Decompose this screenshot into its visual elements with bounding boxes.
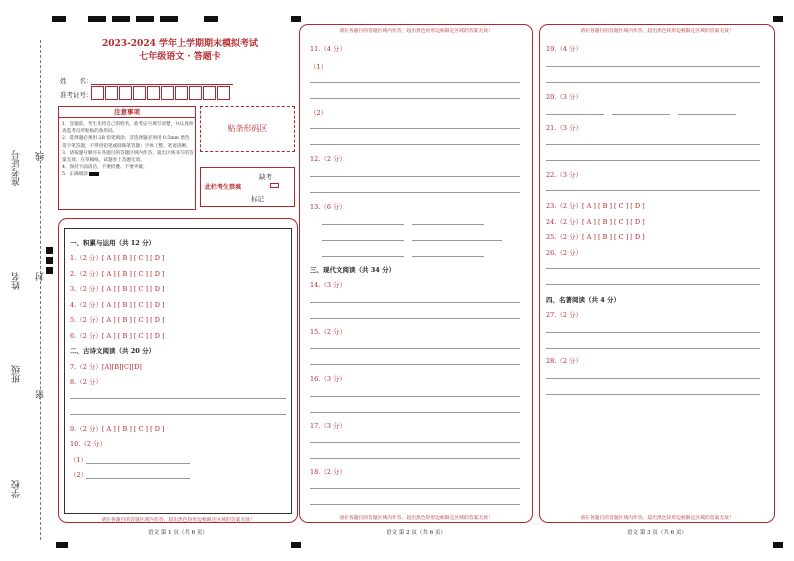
section-4-heading: 四、名著阅读（共 4 分）: [546, 296, 621, 304]
q11-1-label: （1）: [310, 63, 328, 71]
position-mark: [773, 16, 783, 22]
answer-line[interactable]: [546, 160, 760, 161]
q8-label: 8.（2 分）: [70, 378, 102, 386]
notice-item: 3．请按题号顺序在各题目的答题区域内作答，超出区域书写的答案无效；在草稿纸、试题卷上答题无效。: [62, 150, 194, 164]
q25-choice[interactable]: 25.（2 分）[ A ] [ B ] [ C ] [ D ]: [546, 233, 645, 241]
side-secret-label: 密: [36, 390, 46, 399]
answer-line[interactable]: [310, 144, 520, 145]
answer-line[interactable]: [310, 128, 520, 129]
notice-heading: 注意事项: [59, 107, 195, 118]
answer-line[interactable]: [546, 394, 760, 395]
q7-choice[interactable]: 7.（2 分）[A][B][C][D]: [70, 363, 142, 371]
answer-line[interactable]: [546, 190, 760, 191]
position-mark: [160, 16, 178, 22]
side-name-label: 姓名: [12, 272, 22, 290]
answer-line[interactable]: [310, 364, 520, 365]
q18-label: 18.（2 分）: [310, 468, 347, 476]
position-mark: [88, 16, 106, 22]
side-class-label: 班级: [12, 365, 22, 383]
answer-line[interactable]: [86, 463, 190, 464]
answer-line[interactable]: [546, 268, 760, 269]
position-mark: [46, 247, 53, 254]
side-line-label: 线: [36, 152, 46, 161]
q11-label: 11.（4 分）: [310, 45, 347, 53]
exam-title: 2023-2024 学年上学期期末模拟考试: [102, 39, 258, 49]
answer-line[interactable]: [546, 66, 760, 67]
q5-choice[interactable]: 5.（2 分）[ A ] [ B ] [ C ] [ D ]: [70, 316, 165, 324]
position-mark: [112, 16, 130, 22]
exam-no-boxes[interactable]: [91, 86, 231, 100]
notice-item: 4．保持卡面清洁，不要折叠、不要弄破。: [62, 165, 148, 171]
answer-line[interactable]: [310, 318, 520, 319]
notice-body: [62, 121, 194, 179]
answer-line[interactable]: [612, 114, 670, 115]
q10-2-label: （2）: [70, 471, 88, 479]
q3-choice[interactable]: 3.（2 分）[ A ] [ B ] [ C ] [ D ]: [70, 285, 165, 293]
q6-choice[interactable]: 6.（2 分）[ A ] [ B ] [ C ] [ D ]: [70, 332, 165, 340]
answer-line[interactable]: [322, 256, 404, 257]
notice-item: 1．答题前，考生先将自己的姓名，准考证号填写清楚，并认真检查监考员所粘贴的条形码。: [62, 122, 194, 135]
q15-label: 15.（2 分）: [310, 328, 347, 336]
q2-choice[interactable]: 2.（2 分）[ A ] [ B ] [ C ] [ D ]: [70, 270, 165, 278]
binding-line: [40, 40, 41, 540]
q27-label: 27.（2 分）: [546, 311, 583, 319]
q9-choice[interactable]: 9.（2 分）[ A ] [ B ] [ C ] [ D ]: [70, 425, 165, 433]
filled-sample-icon: [89, 172, 99, 176]
position-mark: [204, 16, 218, 22]
answer-line[interactable]: [546, 144, 760, 145]
answer-line[interactable]: [546, 114, 604, 115]
q1-choice[interactable]: 1.（2 分）[ A ] [ B ] [ C ] [ D ]: [70, 254, 165, 262]
q4-choice[interactable]: 4.（2 分）[ A ] [ B ] [ C ] [ D ]: [70, 301, 165, 309]
page-footer: 语文 第 1 页（共 6 页）: [148, 530, 208, 536]
position-mark: [56, 542, 68, 548]
answer-line[interactable]: [86, 478, 190, 479]
answer-line[interactable]: [310, 98, 520, 99]
exam-subtitle: 七年级语文 · 答题卡: [139, 52, 221, 62]
barcode-area: 贴条形码区: [200, 106, 295, 152]
notice-item: 2．选择题必须用 2B 铅笔填涂；非选择题必须用 0.5mm 黑色签字笔答题，不得用铅笔或圆珠笔答题；字体工整、笔迹清晰。: [62, 136, 191, 149]
q23-choice[interactable]: 23.（2 分）[ A ] [ B ] [ C ] [ D ]: [546, 202, 645, 210]
q17-label: 17.（3 分）: [310, 422, 347, 430]
answer-line[interactable]: [546, 378, 760, 379]
absent-left-label: 此栏考生禁填: [205, 184, 242, 191]
absent-missing-label: 缺考: [259, 173, 272, 181]
q22-label: 22.（3 分）: [546, 171, 583, 179]
absent-mark-label: 标记: [251, 195, 264, 203]
warning-text: 请在各题目的答题区域内作答，超出黑色矩形边框限定区域的答案无效！: [101, 518, 255, 523]
q11-2-label: （2）: [310, 109, 328, 117]
page-footer: 语文 第 3 页（共 6 页）: [627, 530, 687, 536]
answer-line[interactable]: [310, 396, 520, 397]
name-label: 姓 名：: [60, 77, 93, 85]
answer-line[interactable]: [310, 302, 520, 303]
notice-box: [58, 106, 196, 210]
name-field[interactable]: [91, 84, 233, 85]
answer-line[interactable]: [310, 192, 520, 193]
exam-no-label: 准考证号：: [60, 91, 93, 99]
answer-line[interactable]: [322, 224, 404, 225]
warning-text: 请在各题目的答题区域内作答，超出黑色矩形边框限定区域的答案无效！: [580, 29, 734, 34]
side-exam-id-label: 准考证号: [12, 150, 22, 186]
q13-label: 13.（6 分）: [310, 203, 347, 211]
q28-label: 28.（2 分）: [546, 357, 583, 365]
answer-line[interactable]: [322, 240, 404, 241]
q19-label: 19.（4 分）: [546, 45, 583, 53]
absent-box: [200, 167, 295, 207]
position-mark: [46, 257, 53, 264]
position-mark: [136, 16, 154, 22]
answer-line[interactable]: [412, 240, 502, 241]
answer-line[interactable]: [678, 114, 736, 115]
warning-text: 请在各题目的答题区域内作答，超出黑色矩形边框限定区域的答案无效！: [339, 29, 493, 34]
answer-line[interactable]: [310, 176, 520, 177]
answer-line[interactable]: [546, 284, 760, 285]
q21-label: 21.（3 分）: [546, 124, 583, 132]
q14-label: 14.（3 分）: [310, 281, 347, 289]
q24-choice[interactable]: 24.（2 分）[ A ] [ B ] [ C ] [ D ]: [546, 218, 645, 226]
q10-label: 10.（2 分）: [70, 440, 107, 448]
section-2-heading: 二、古诗文阅读（共 20 分）: [70, 347, 156, 355]
q16-label: 16.（3 分）: [310, 375, 347, 383]
section-3-heading: 三、现代文阅读（共 34 分）: [310, 266, 396, 274]
warning-text: 请在各题目的答题区域内作答，超出黑色矩形边框限定区域的答案无效！: [580, 516, 734, 521]
answer-line[interactable]: [310, 442, 520, 443]
answer-line[interactable]: [310, 412, 520, 413]
notice-item: 5．正确填涂: [62, 171, 194, 178]
side-school-label: 学校: [12, 480, 22, 498]
position-mark: [291, 16, 301, 22]
absent-checkbox[interactable]: [270, 183, 279, 188]
position-mark: [46, 267, 53, 274]
position-mark: [773, 542, 783, 548]
position-mark: [52, 16, 66, 22]
answer-line[interactable]: [310, 348, 520, 349]
page-footer: 语文 第 2 页（共 6 页）: [386, 530, 446, 536]
q26-label: 26.（2 分）: [546, 249, 583, 257]
q10-1-label: （1）: [70, 456, 88, 464]
answer-line[interactable]: [412, 256, 484, 257]
answer-line[interactable]: [310, 458, 520, 459]
answer-line[interactable]: [546, 82, 760, 83]
q12-label: 12.（2 分）: [310, 155, 347, 163]
answer-line[interactable]: [412, 224, 484, 225]
answer-line[interactable]: [310, 488, 520, 489]
answer-line[interactable]: [310, 82, 520, 83]
answer-line[interactable]: [546, 332, 760, 333]
answer-line[interactable]: [310, 504, 520, 505]
answer-line[interactable]: [546, 348, 760, 349]
position-mark: [291, 542, 301, 548]
q20-label: 20.（3 分）: [546, 93, 583, 101]
answer-line[interactable]: [70, 398, 286, 399]
section-1-heading: 一、积累与运用（共 12 分）: [70, 239, 156, 247]
warning-text: 请在各题目的答题区域内作答，超出黑色矩形边框限定区域的答案无效！: [339, 516, 493, 521]
side-seal-label: 封: [36, 272, 46, 281]
answer-line[interactable]: [70, 414, 286, 415]
